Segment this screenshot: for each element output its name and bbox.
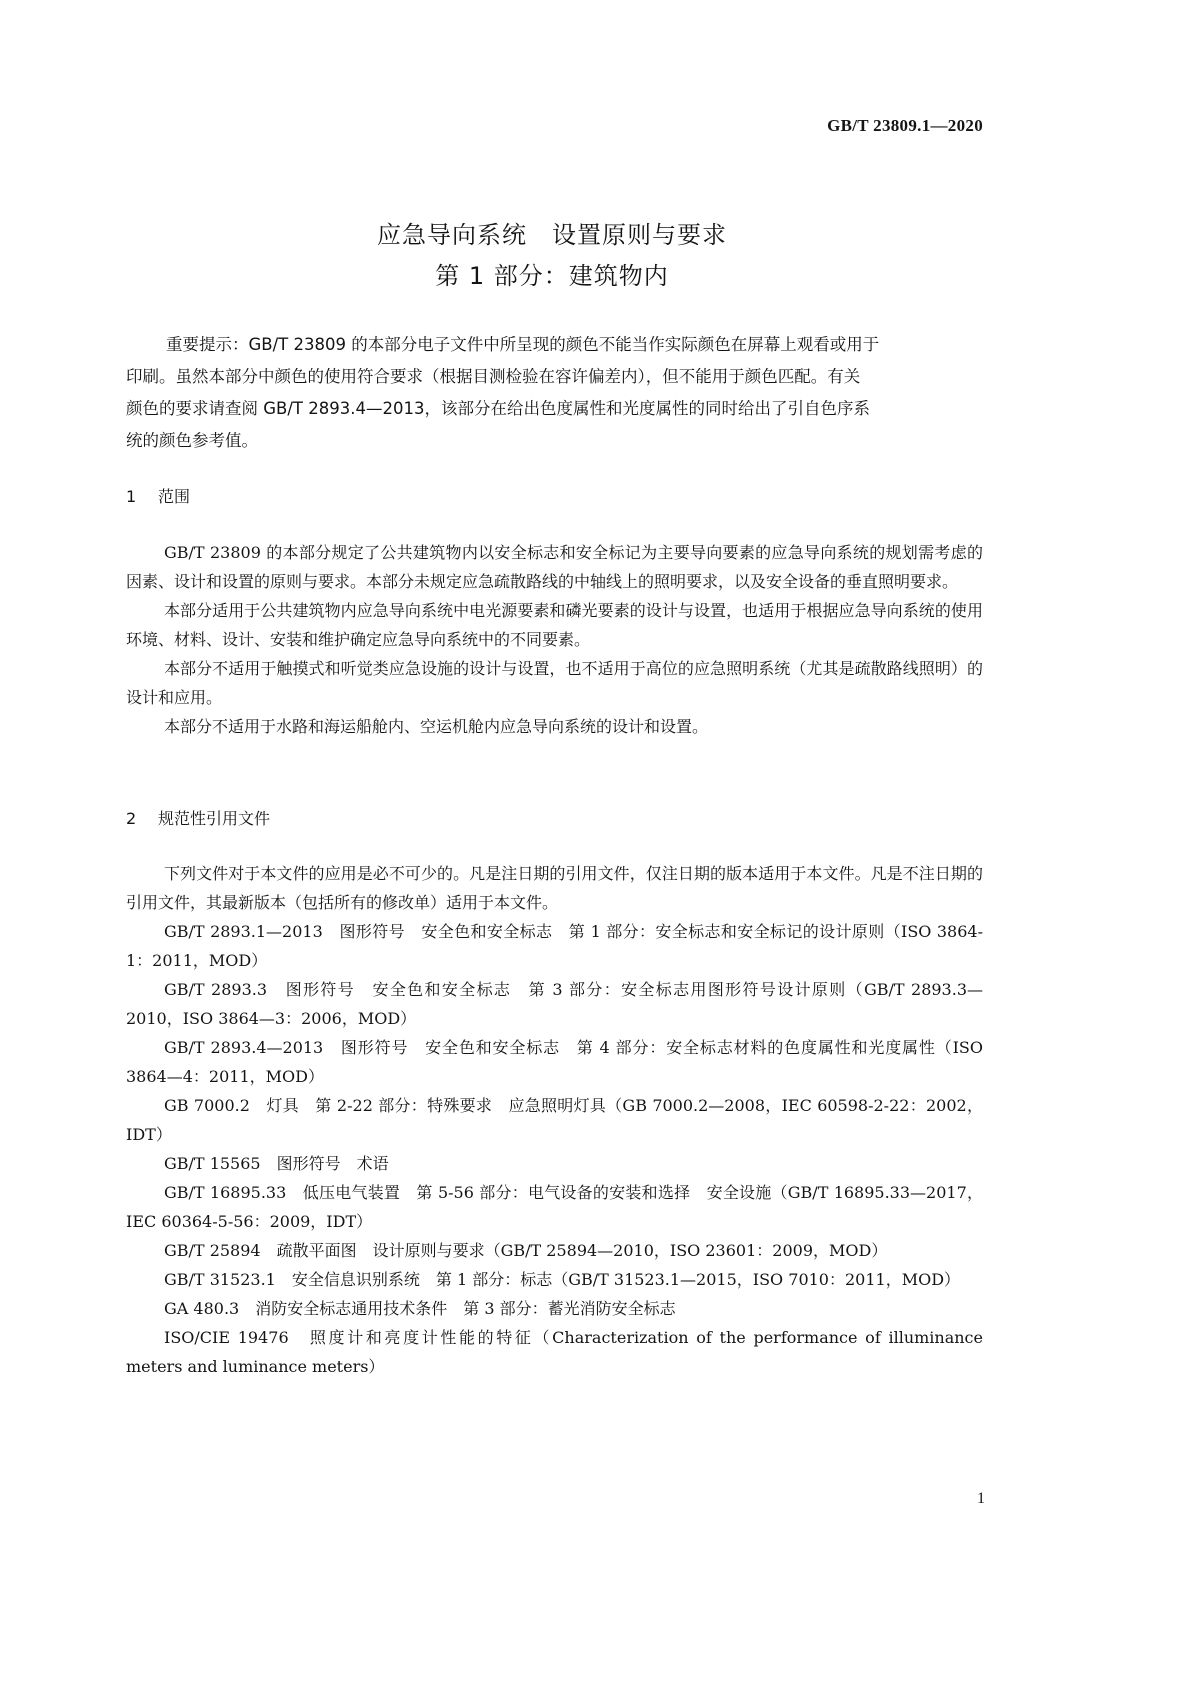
reference-entry: GB/T 2893.1—2013 图形符号 安全色和安全标志 第 1 部分：安全标志和安全标记的设计原则（ISO 3864-1：2011，MOD） [126,922,983,970]
reference-entry: GB/T 16895.33 低压电气装置 第 5-56 部分：电气设备的安装和选择 安全设施（GB/T 16895.33—2017，IEC 60364-5-56：2009，IDT） [126,1183,983,1231]
reference-entry: GB 7000.2 灯具 第 2-22 部分：特殊要求 应急照明灯具（GB 7000.2—2008，IEC 60598-2-22：2002，IDT） [126,1096,983,1144]
section-title: 规范性引用文件 [158,809,271,828]
section-number: 1 [126,487,137,506]
section-number: 2 [126,809,137,828]
notice-line: 颜色的要求请查阅 GB/T 2893.4—2013，该部分在给出色度属性和光度属性的同时给出了引自色序系 [126,399,870,418]
paragraph: 下列文件对于本文件的应用是必不可少的。凡是注日期的引用文件，仅注日期的版本适用于本文件。凡是不注日期的引用文件，其最新版本（包括所有的修改单）适用于本文件。 [126,864,983,912]
section-scope-body [126,538,983,741]
reference-entry: GB/T 25894 疏散平面图 设计原则与要求（GB/T 25894—2010，ISO 23601：2009，MOD） [164,1241,888,1260]
section-references-body [126,859,983,1381]
notice-line: 印刷。虽然本部分中颜色的使用符合要求（根据目测检验在容许偏差内），但不能用于颜色匹配。有关 [126,367,861,386]
section-title: 范围 [158,487,191,506]
page-number: 1 [977,1490,985,1507]
reference-entry: ISO/CIE 19476 照度计和亮度计性能的特征（Characterization of the performance of illuminance meters and luminance meters） [126,1328,983,1376]
section-heading-scope [126,484,190,507]
reference-entry: GB/T 31523.1 安全信息识别系统 第 1 部分：标志（GB/T 31523.1—2015，ISO 7010：2011，MOD） [164,1270,961,1289]
standard-code: GB/T 23809.1—2020 [827,116,983,135]
notice-line: 统的颜色参考值。 [126,431,258,450]
paragraph: 本部分不适用于触摸式和听觉类应急设施的设计与设置，也不适用于高位的应急照明系统（尤其是疏散路线照明）的设计和应用。 [126,659,983,707]
notice-line: 重要提示：GB/T 23809 的本部分电子文件中所呈现的颜色不能当作实际颜色在屏幕上观看或用于 [166,335,880,354]
paragraph: 本部分适用于公共建筑物内应急导向系统中电光源要素和磷光要素的设计与设置，也适用于根据应急导向系统的使用环境、材料、设计、安装和维护确定应急导向系统中的不同要素。 [126,601,983,649]
reference-entry: GB/T 15565 图形符号 术语 [164,1154,389,1173]
reference-entry: GA 480.3 消防安全标志通用技术条件 第 3 部分：蓄光消防安全标志 [164,1299,676,1318]
document-title-line2: 第 1 部分：建筑物内 [435,262,669,290]
paragraph: GB/T 23809 的本部分规定了公共建筑物内以安全标志和安全标记为主要导向要素的应急导向系统的规划需考虑的因素、设计和设置的原则与要求。本部分未规定应急疏散路线的中轴线上的照明要求，以及安全设备的垂直照明要求。 [126,543,983,591]
important-notice [126,329,983,457]
reference-entry: GB/T 2893.3 图形符号 安全色和安全标志 第 3 部分：安全标志用图形符号设计原则（GB/T 2893.3—2010，ISO 3864—3：2006，MOD） [126,980,983,1028]
paragraph: 本部分不适用于水路和海运船舱内、空运机舱内应急导向系统的设计和设置。 [164,717,709,736]
section-heading-normative-references [126,806,270,829]
reference-entry: GB/T 2893.4—2013 图形符号 安全色和安全标志 第 4 部分：安全标志材料的色度属性和光度属性（ISO 3864—4：2011，MOD） [126,1038,983,1086]
document-title-line1: 应急导向系统 设置原则与要求 [377,221,727,249]
